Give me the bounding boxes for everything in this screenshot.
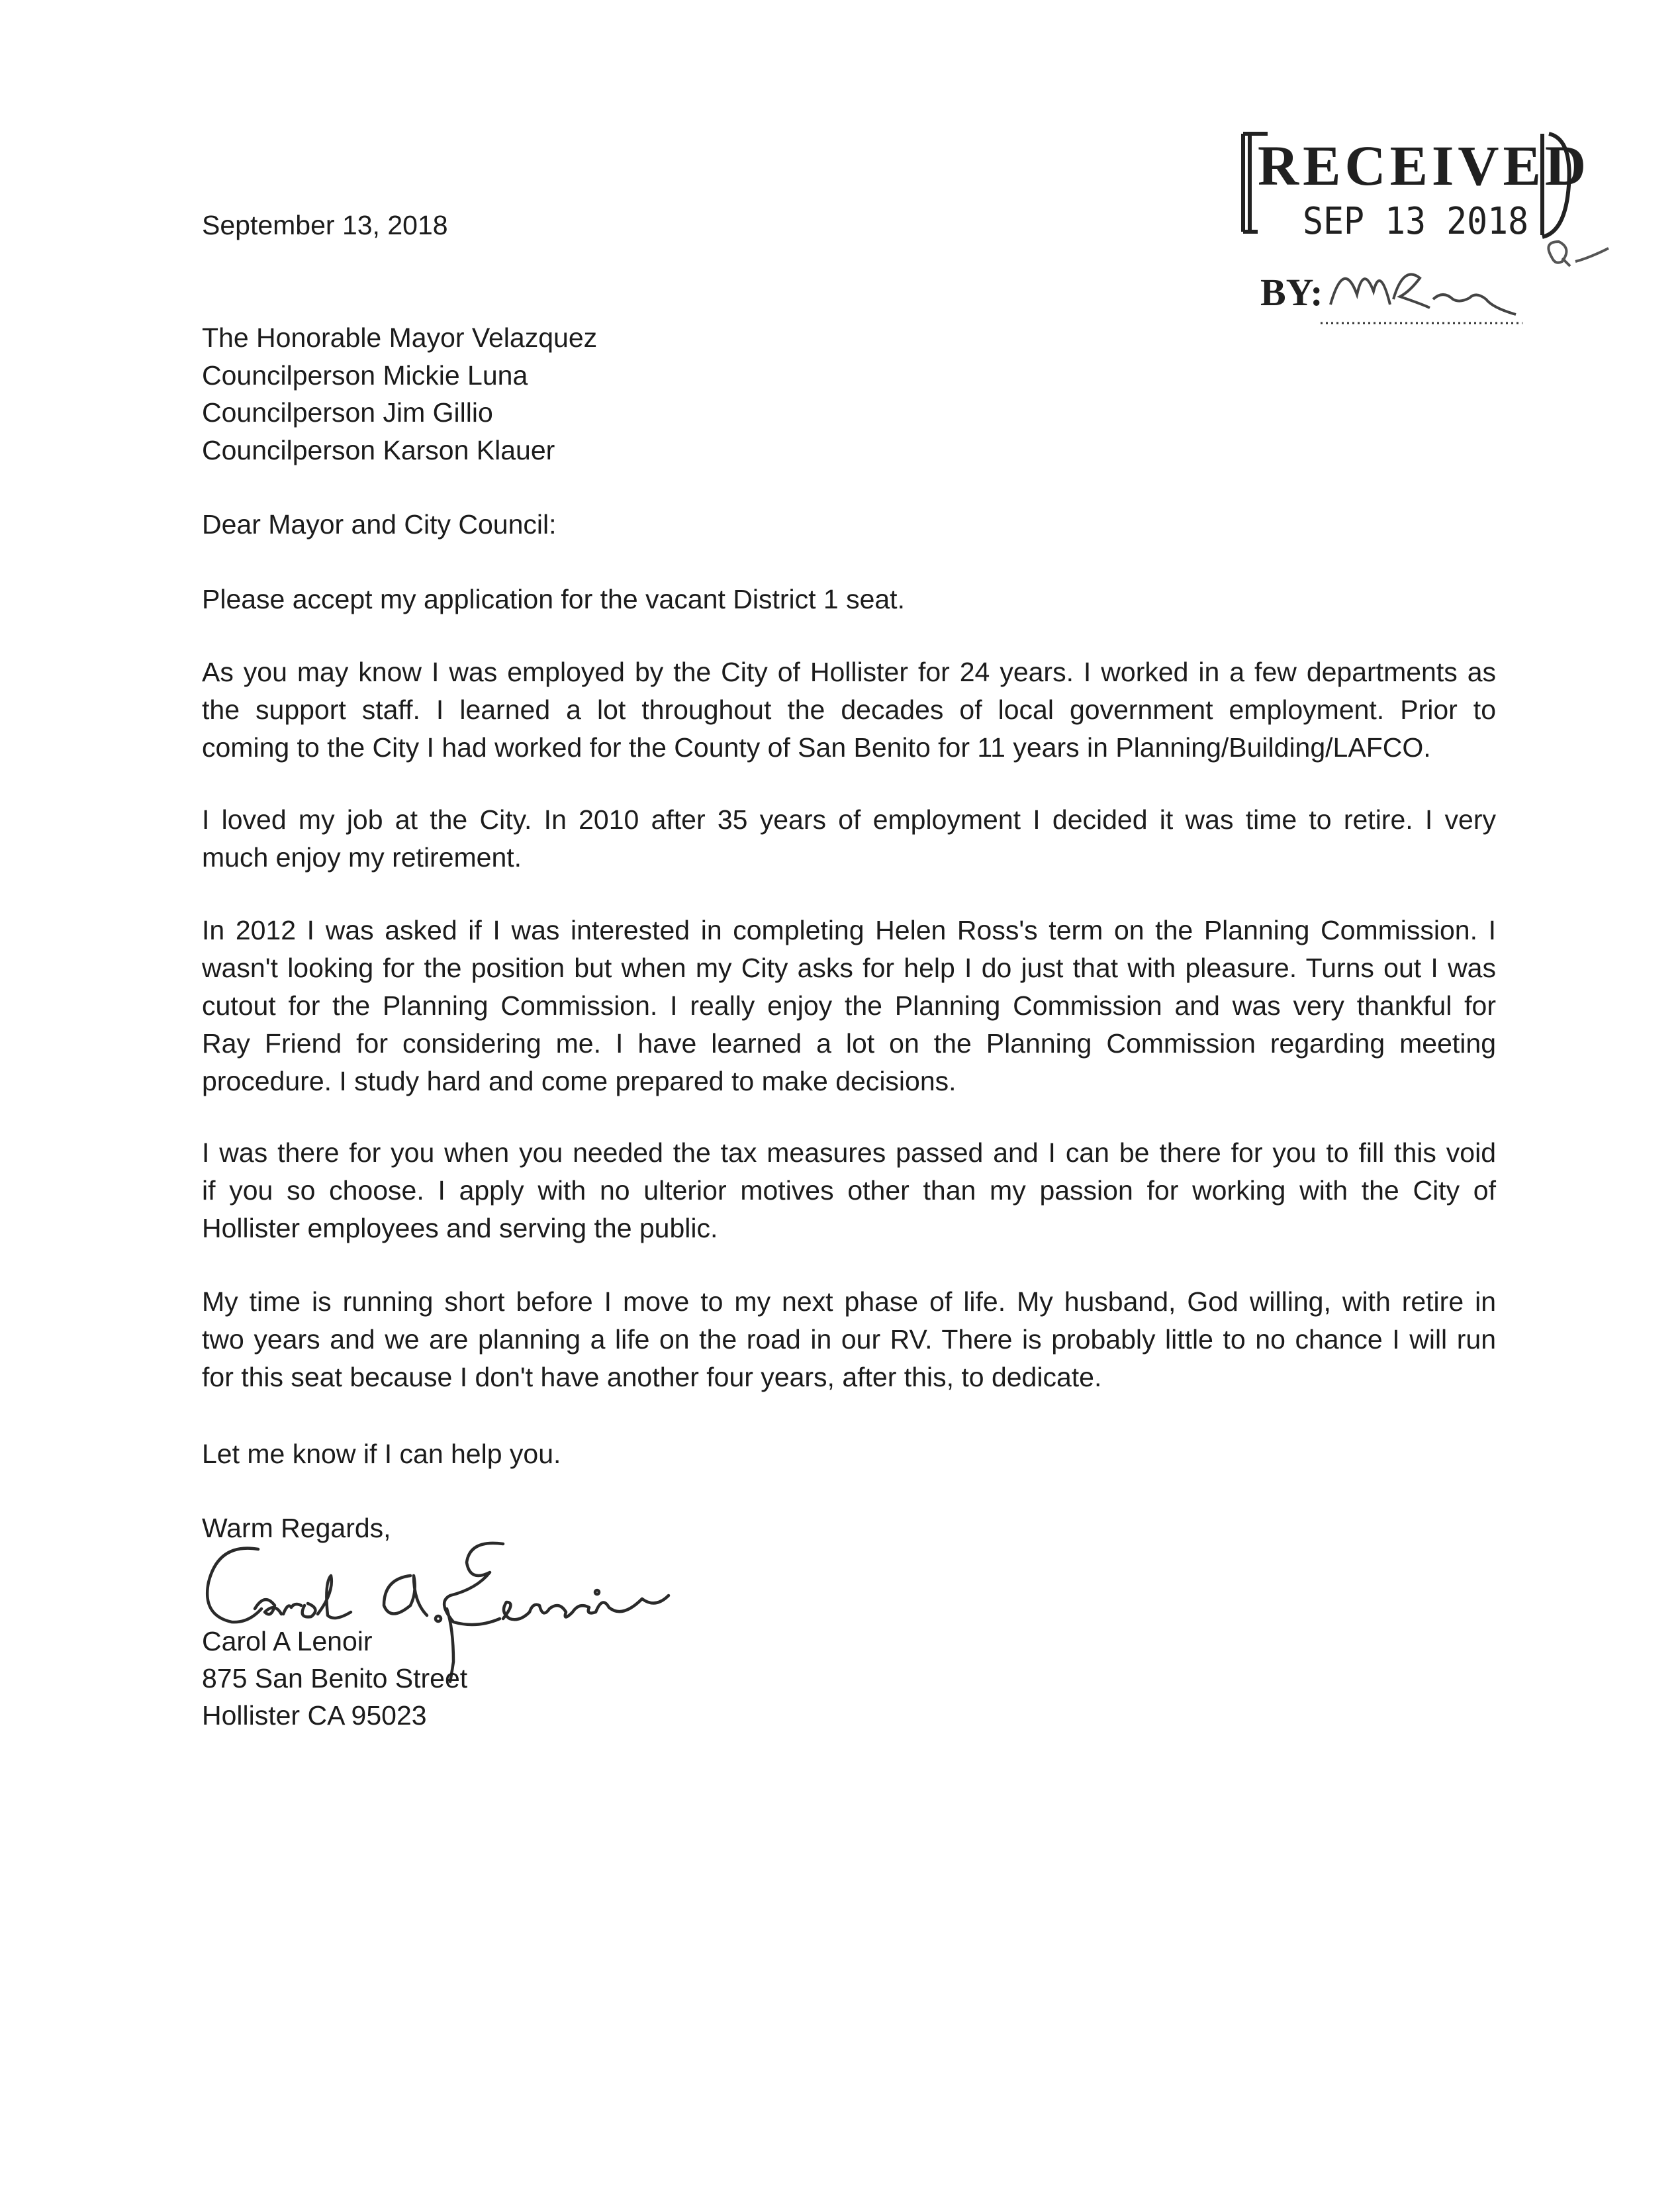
paragraph	[202, 653, 1496, 767]
paragraph-line: As you may know I was employed by the City of Hollister for 24 years. I worked in a few departments as	[202, 657, 1496, 687]
paragraph-line: two years and we are planning a life on the road in our RV. There is probably little to no chance I will run	[202, 1324, 1496, 1355]
paragraph	[202, 1283, 1496, 1396]
paragraph-line: wasn't looking for the position but when my City asks for help I do just that with pleasure. Turns out I was	[202, 953, 1496, 983]
stamp-received-text: RECEIVED	[1258, 134, 1590, 197]
recipient-line: Councilperson Karson Klauer	[202, 435, 555, 465]
paragraph-line: In 2012 I was asked if I was interested in completing Helen Ross's term on the Planning Commission. I	[202, 915, 1496, 945]
paragraph-line: My time is running short before I move to my next phase of life. My husband, God willing, with retire in	[202, 1286, 1496, 1317]
paragraph	[202, 912, 1496, 1100]
salutation: Dear Mayor and City Council:	[202, 509, 557, 540]
paragraph-line: Hollister employees and serving the public.	[202, 1213, 718, 1243]
paragraph-line: for this seat because I don't have another four years, after this, to dedicate.	[202, 1362, 1102, 1392]
recipient-line: Councilperson Mickie Luna	[202, 360, 528, 391]
paragraph-line: Let me know if I can help you.	[202, 1439, 561, 1469]
sender-city-state-zip: Hollister CA 95023	[202, 1700, 427, 1731]
paragraph-line: much enjoy my retirement.	[202, 842, 522, 873]
paragraph-line: coming to the City I had worked for the County of San Benito for 11 years in Planning/Building/LAFCO.	[202, 732, 1431, 763]
sender-street: 875 San Benito Street	[202, 1663, 468, 1694]
paragraph-line: Please accept my application for the vacant District 1 seat.	[202, 584, 905, 614]
paragraph-line: I loved my job at the City. In 2010 after 35 years of employment I decided it was time to retire. I very	[202, 804, 1496, 835]
paragraph-line: if you so choose. I apply with no ulterior motives other than my passion for working with the City of	[202, 1175, 1496, 1206]
recipient-line: Councilperson Jim Gillio	[202, 397, 493, 428]
stamp-by-label: BY:	[1260, 271, 1323, 314]
paragraph	[202, 1134, 1496, 1247]
paragraph	[202, 801, 1496, 877]
paragraph-line: procedure. I study hard and come prepared to make decisions.	[202, 1066, 957, 1096]
paragraph-line: the support staff. I learned a lot throughout the decades of local government employment. Prior to	[202, 694, 1496, 725]
closing: Warm Regards,	[202, 1513, 391, 1543]
handwritten-mark	[1548, 242, 1609, 266]
received-stamp	[1231, 126, 1590, 344]
recipient-line: The Honorable Mayor Velazquez	[202, 322, 598, 353]
handwritten-initials	[1330, 274, 1516, 314]
paragraph-line: Ray Friend for considering me. I have learned a lot on the Planning Commission regarding meeting	[202, 1028, 1496, 1059]
letter-date: September 13, 2018	[202, 210, 448, 240]
sender-name: Carol A Lenoir	[202, 1626, 373, 1656]
paragraph-line: I was there for you when you needed the tax measures passed and I can be there for you to fill this void	[202, 1137, 1496, 1168]
paragraph-line: cutout for the Planning Commission. I really enjoy the Planning Commission and was very thankful for	[202, 990, 1496, 1021]
stamp-date: SEP 13 2018	[1303, 200, 1529, 243]
